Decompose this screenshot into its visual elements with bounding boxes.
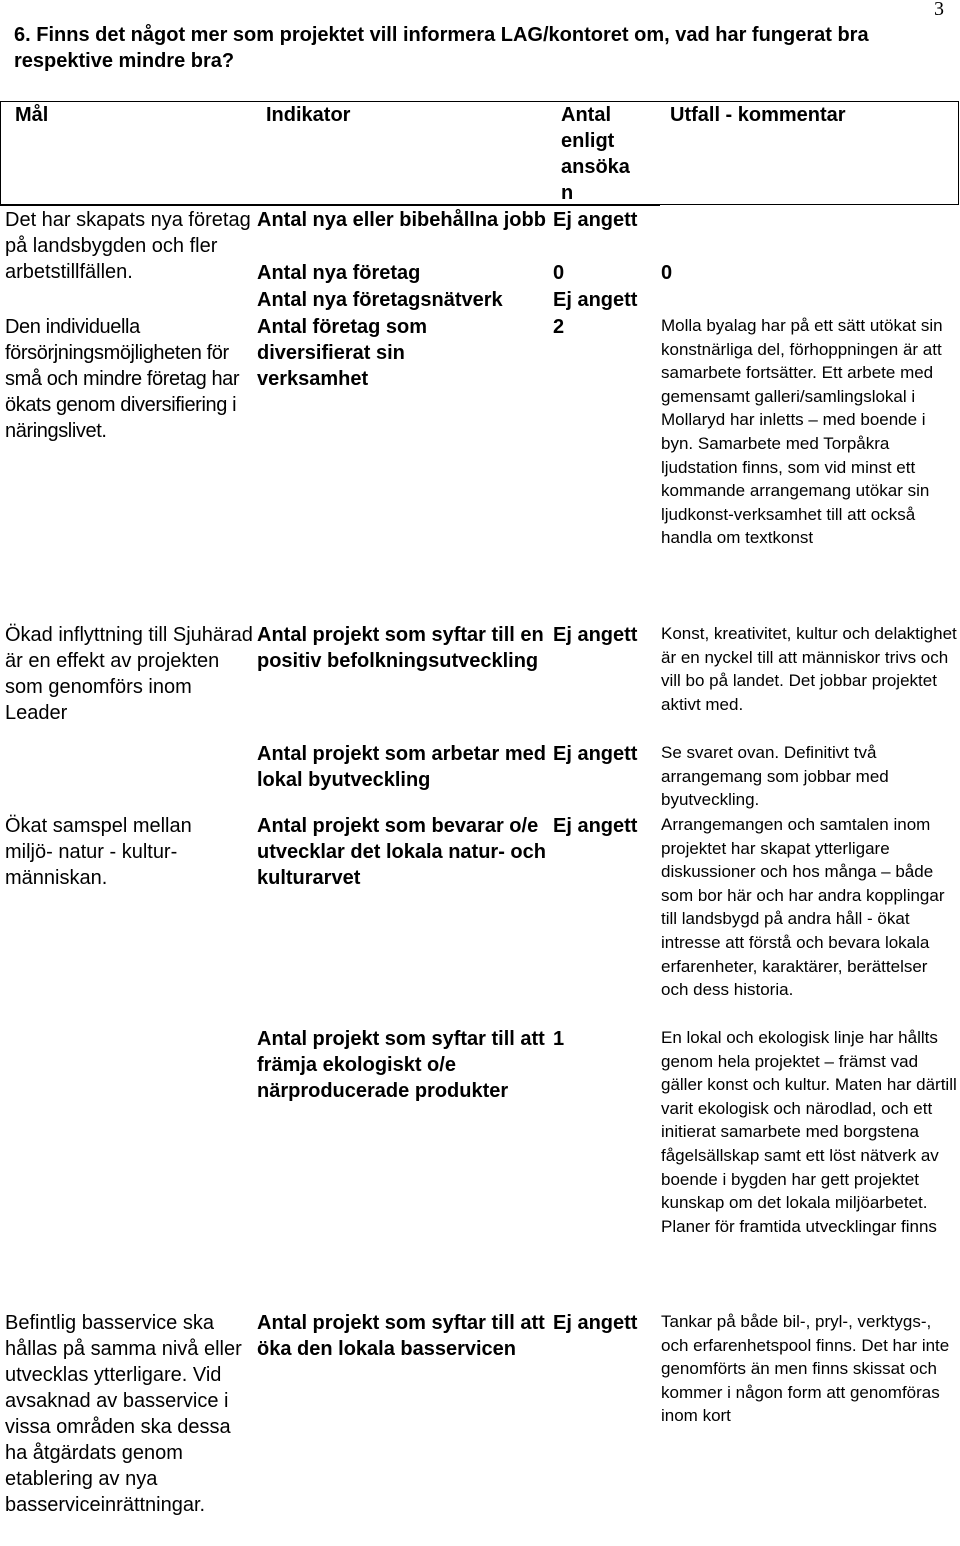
row-8-indikator: Antal projekt som syftar till att öka den lokala basservicen [257, 1312, 545, 1360]
row-5-utfall: Se svaret ovan. Definitivt två arrangemang som jobbar med byutveckling. [661, 743, 889, 810]
row-3-indikator: Antal företag som diversifierat sin verksamhet [257, 316, 428, 390]
row-3-utfall: Molla byalag har på ett sätt utökat sin konstnärliga del, förhoppningen är att samarbete fortsätter. Ett arbete med gemensamt galleri/samlingslokal i Mollaryd har inletts – med boende i byn. Samarbete med Torpåkra ljudstation finns, som vid minst ett kommande arrangemang utökar sin ljudkonst-verksamhet till att också handla om textkonst [661, 316, 943, 548]
row-5-indikator: Antal projekt som arbetar med lokal byutveckling [257, 743, 546, 791]
row-3-mal: Den individuella försörjningsmöjligheten för små och mindre företag har ökats genom diversifiering i näringslivet. [5, 316, 240, 442]
row-0-indikator: Antal nya eller bibehållna jobb [257, 209, 546, 231]
row-7-utfall: En lokal och ekologisk linje har hållts genom hela projektet – främst vad gäller konst och kultur. Maten har därtill varit ekologisk och närodlad, och ett initierat samarbete med borgstena fågelsällskap samt ett löst nätverk av boende i bygden har gett projektet kunskap om det lokala miljöarbetet. Planer för framtida utvecklingar finns [661, 1028, 957, 1236]
row-4-indikator: Antal projekt som syftar till en positiv befolkningsutveckling [257, 624, 544, 672]
header-utfall: Utfall - kommentar [670, 104, 846, 126]
row-8-utfall: Tankar på både bil-, pryl-, verktygs-, och erfarenhetspool finns. Det har inte genomförts än men finns skissat och kommer i någon form att genomföras inom kort [661, 1312, 950, 1426]
header-mal: Mål [15, 104, 49, 126]
row-6-antal: Ej angett [553, 815, 638, 837]
row-5-antal: Ej angett [553, 743, 638, 765]
row-7-indikator: Antal projekt som syftar till att främja ekologiskt o/e närproducerade produkter [257, 1028, 545, 1102]
row-4-utfall: Konst, kreativitet, kultur och delaktighet är en nyckel till att människor trivs och vill bo på landet. Det jobbar projektet aktivt med. [661, 624, 957, 714]
question-heading: 6. Finns det något mer som projektet vill informera LAG/kontoret om, vad har fungerat bra respektive mindre bra? [14, 24, 869, 72]
row-7-antal: 1 [553, 1028, 565, 1050]
row-1-indikator: Antal nya företag [257, 262, 421, 284]
row-1-utfall: 0 [661, 262, 673, 284]
row-4-antal: Ej angett [553, 624, 638, 646]
row-6-mal: Ökat samspel mellan miljö- natur - kultur- människan. [5, 815, 192, 889]
row-1-antal: 0 [553, 262, 565, 284]
header-indikator: Indikator [266, 104, 351, 126]
page-number: 3 [934, 0, 944, 20]
row-6-indikator: Antal projekt som bevarar o/e utvecklar det lokala natur- och kulturarvet [257, 815, 546, 889]
row-0-mal: Det har skapats nya företag på landsbygden och fler arbetstillfällen. [5, 209, 251, 283]
row-8-antal: Ej angett [553, 1312, 638, 1334]
row-6-utfall: Arrangemangen och samtalen inom projektet har skapat ytterligare diskussioner och hos många – både som bor här och har andra kopplingar till landsbygd på andra håll - ökat intresse att förstå och bevara lokala erfarenheter, karaktärer, berättelser och dess historia. [661, 815, 945, 1000]
row-3-antal: 2 [553, 316, 565, 338]
row-2-indikator: Antal nya företagsnätverk [257, 289, 503, 311]
row-4-mal: Ökad inflyttning till Sjuhärad är en effekt av projekten som genomförs inom Leader [5, 624, 253, 724]
header-antal: Antal enligt ansöka n [561, 104, 630, 204]
row-2-antal: Ej angett [553, 289, 638, 311]
row-0-antal: Ej angett [553, 209, 638, 231]
row-8-mal: Befintlig basservice ska hållas på samma nivå eller utvecklas ytterligare. Vid avsaknad av basservice i vissa områden ska dessa ha åtgärdats genom etablering av nya basserviceinrättningar. [5, 1312, 242, 1516]
